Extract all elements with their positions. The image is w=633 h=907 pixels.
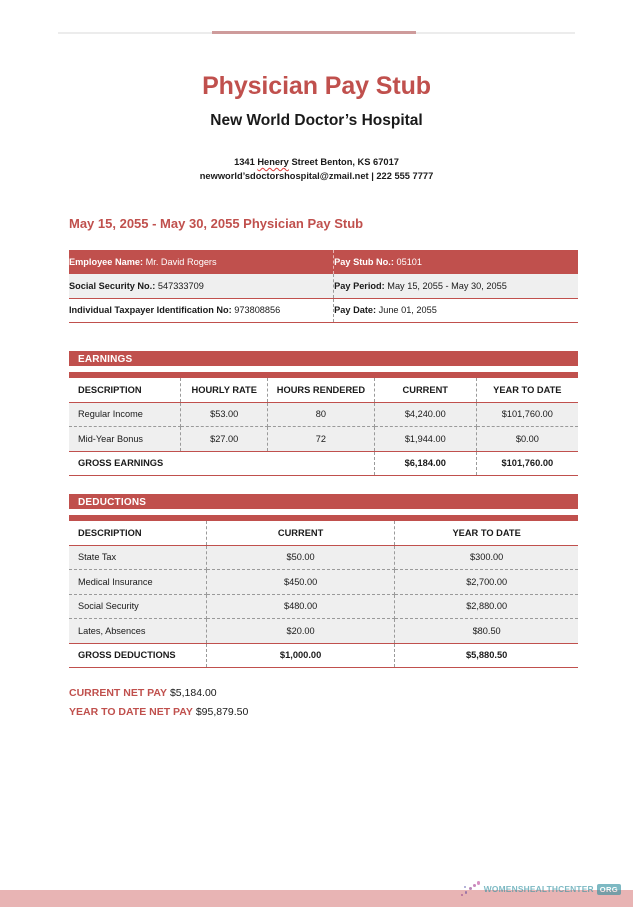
street-address-line <box>0 155 633 169</box>
cell-year-to-date: $300.00 <box>395 545 578 570</box>
top-divider-accent <box>212 31 416 34</box>
employee-info-table <box>69 250 578 323</box>
deductions-col-description: DESCRIPTION <box>69 521 206 546</box>
gross-deductions-year-to-date: $5,880.50 <box>395 643 578 668</box>
logo-wordmark: WOMENSHEALTHCENTER <box>483 884 594 894</box>
gross-deductions-label: GROSS DEDUCTIONS <box>69 643 206 668</box>
earnings-table <box>69 377 578 476</box>
table-row <box>69 545 578 570</box>
employee-name-cell <box>69 250 334 274</box>
earnings-col-description: DESCRIPTION <box>69 378 181 403</box>
cell-current: $480.00 <box>206 594 394 619</box>
table-row <box>69 298 578 322</box>
cell-year-to-date: $0.00 <box>476 427 578 452</box>
pay-date-value: June 01, 2055 <box>378 305 437 315</box>
contact-block <box>0 155 633 184</box>
ssn-value: 547333709 <box>157 280 204 291</box>
pay-stub-no-cell <box>334 250 578 274</box>
cell-description: Social Security <box>69 594 206 619</box>
table-row <box>69 594 578 619</box>
table-row <box>69 402 578 427</box>
cell-description: Lates, Absences <box>69 619 206 644</box>
cell-hours-rendered: 72 <box>267 427 374 452</box>
itin-label: Individual Taxpayer Identification No: <box>69 305 232 315</box>
deductions-table <box>69 520 578 668</box>
cell-description: Regular Income <box>69 402 181 427</box>
cell-description: State Tax <box>69 545 206 570</box>
table-row <box>69 427 578 452</box>
pay-date-cell <box>334 298 578 322</box>
watermark-logo <box>461 881 621 897</box>
pay-period-cell <box>334 274 578 298</box>
itin-cell <box>69 298 334 322</box>
email-phone-line: newworld’sdoctorshospital@zmail.net | 222 555 7777 <box>199 171 434 182</box>
cell-current: $50.00 <box>206 545 394 570</box>
itin-value: 973808856 <box>234 305 281 315</box>
pay-stub-no-value: 05101 <box>396 257 423 267</box>
pay-period-value: May 15, 2055 - May 30, 2055 <box>387 280 507 291</box>
pay-stub-no-label: Pay Stub No.: <box>334 257 394 267</box>
earnings-col-year-to-date: YEAR TO DATE <box>476 378 578 403</box>
sparkle-dots-icon <box>461 881 481 897</box>
current-net-pay-value: $5,184.00 <box>169 687 217 699</box>
earnings-col-hourly-rate: HOURLY RATE <box>181 378 268 403</box>
ssn-cell <box>69 274 334 298</box>
table-total-row <box>69 643 578 668</box>
earnings-col-hours-rendered: HOURS RENDERED <box>267 378 374 403</box>
earnings-col-current: CURRENT <box>374 378 476 403</box>
deductions-col-year-to-date: YEAR TO DATE <box>395 521 578 546</box>
organization-name: New World Doctor’s Hospital <box>210 112 423 129</box>
ytd-net-pay-value: $95,879.50 <box>195 706 249 719</box>
table-row <box>69 274 578 298</box>
cell-hourly-rate: $27.00 <box>181 427 268 452</box>
table-header-row <box>69 521 578 546</box>
earnings-section-banner: EARNINGS <box>69 351 578 369</box>
ytd-net-pay-line <box>69 703 248 722</box>
logo-org-badge: ORG <box>597 884 621 895</box>
cell-year-to-date: $80.50 <box>395 619 578 644</box>
table-row <box>69 250 578 274</box>
gross-earnings-hourly-rate <box>181 451 268 476</box>
cell-current: $1,944.00 <box>374 427 476 452</box>
cell-description: Medical Insurance <box>69 570 206 595</box>
ytd-net-pay-label: YEAR TO DATE NET PAY <box>69 706 193 719</box>
pay-date-label: Pay Date: <box>334 305 377 315</box>
gross-earnings-hours-rendered <box>267 451 374 476</box>
table-row <box>69 570 578 595</box>
current-net-pay-line <box>69 684 248 703</box>
gross-earnings-current: $6,184.00 <box>374 451 476 476</box>
address-suffix: Street Benton, KS 67017 <box>288 157 399 167</box>
gross-earnings-label: GROSS EARNINGS <box>69 451 181 476</box>
cell-hours-rendered: 80 <box>267 402 374 427</box>
deductions-col-current: CURRENT <box>206 521 394 546</box>
cell-current: $20.00 <box>206 619 394 644</box>
cell-year-to-date: $2,700.00 <box>395 570 578 595</box>
current-net-pay-label: CURRENT NET PAY <box>69 687 168 699</box>
pay-period-heading: May 15, 2055 - May 30, 2055 Physician Pay Stub <box>69 216 364 231</box>
page-title: Physician Pay Stub <box>202 72 431 100</box>
net-pay-summary <box>69 684 248 723</box>
cell-current: $4,240.00 <box>374 402 476 427</box>
gross-deductions-current: $1,000.00 <box>206 643 394 668</box>
table-total-row <box>69 451 578 476</box>
cell-year-to-date: $101,760.00 <box>476 402 578 427</box>
deductions-section-banner: DEDUCTIONS <box>69 494 578 512</box>
table-row <box>69 619 578 644</box>
document-header <box>0 72 633 184</box>
employee-name-label: Employee Name: <box>69 257 144 267</box>
pay-period-label: Pay Period: <box>334 280 385 291</box>
ssn-label: Social Security No.: <box>69 280 156 291</box>
cell-current: $450.00 <box>206 570 394 595</box>
cell-year-to-date: $2,880.00 <box>395 594 578 619</box>
cell-description: Mid-Year Bonus <box>69 427 181 452</box>
gross-earnings-year-to-date: $101,760.00 <box>476 451 578 476</box>
employee-name-value: Mr. David Rogers <box>145 257 217 267</box>
address-spellcheck-word: Henery <box>257 157 289 167</box>
address-prefix: 1341 <box>234 157 258 167</box>
cell-hourly-rate: $53.00 <box>181 402 268 427</box>
table-header-row <box>69 378 578 403</box>
